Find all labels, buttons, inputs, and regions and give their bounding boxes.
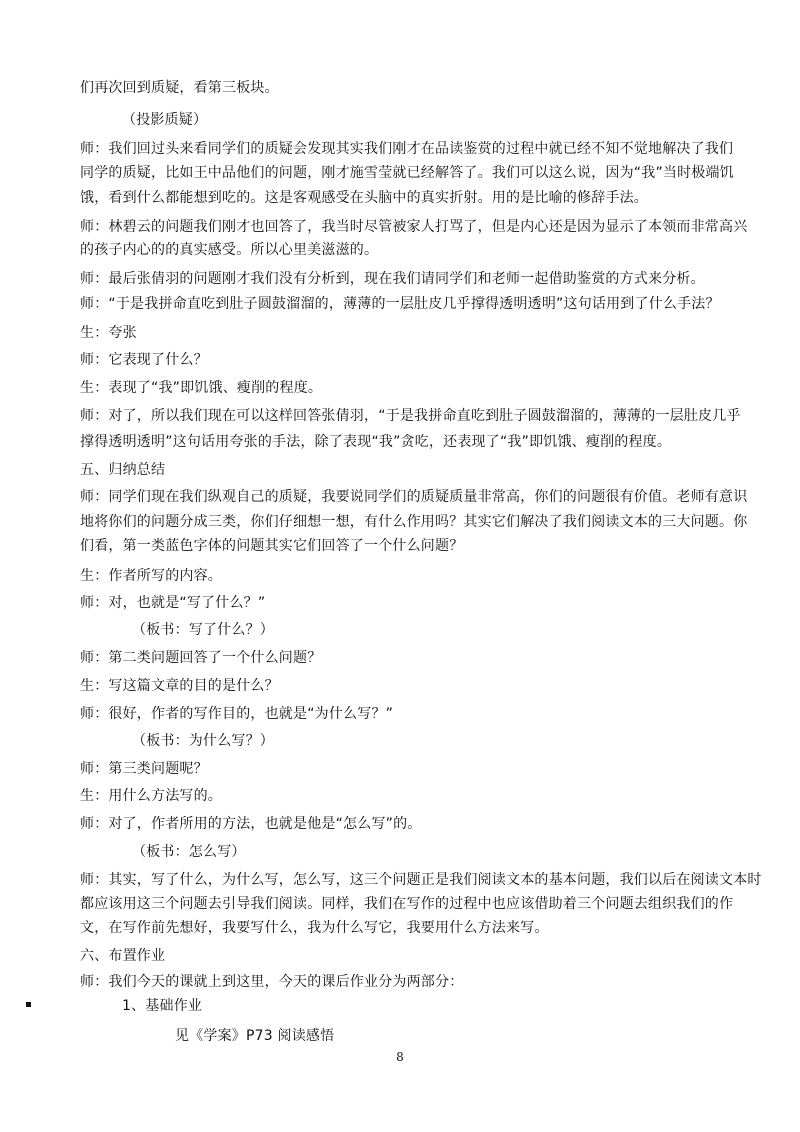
text-line: 生：写这篇文章的目的是什么？ — [80, 678, 279, 694]
text-line: 师：对，也就是“写了什么？” — [80, 595, 266, 611]
text-line: 的孩子内心的的真实感受。所以心里美滋滋的。 — [80, 242, 379, 258]
text-line: 师：“于是我拼命直吃到肚子圆鼓溜溜的，薄薄的一层肚皮几乎撑得透明透明”这句话用到了什么手法？ — [80, 296, 720, 312]
text-line: 见《学案》P73 阅读感悟 — [175, 1028, 335, 1044]
board-note: （板书：为什么写？） — [132, 733, 274, 749]
text-line: 同学的质疑，比如王中品他们的问题，刚才施雪莹就已经解答了。我们可以这么说，因为“我”当时极端饥 — [80, 165, 734, 181]
text-line: 师：林碧云的问题我们刚才也回答了，我当时尽管被家人打骂了，但是内心还是因为显示了本领而非常高兴 — [80, 219, 748, 235]
text-line: 师：其实，写了什么，为什么写，怎么写，这三个问题正是我们阅读文本的基本问题，我们以后在阅读文本时 — [80, 872, 762, 888]
page-number: 8 — [396, 1050, 404, 1064]
text-line: 师：第二类问题回答了一个什么问题？ — [80, 650, 322, 666]
text-line: 们再次回到质疑，看第三板块。 — [80, 80, 279, 96]
text-line: 生：用什么方法写的。 — [80, 788, 222, 804]
section-heading: 五、归纳总结 — [80, 462, 166, 478]
text-line: 师：第三类问题呢？ — [80, 761, 208, 777]
text-line: 师：同学们现在我们纵观自己的质疑，我要说同学们的质疑质量非常高，你们的问题很有价值。老师有意识 — [80, 489, 748, 505]
text-line: 们看，第一类蓝色字体的问题其实它们回答了一个什么问题？ — [80, 538, 464, 554]
text-line: 1、基础作业 — [122, 998, 203, 1014]
text-line: 师：我们今天的课就上到这里，今天的课后作业分为两部分： — [80, 974, 464, 990]
text-line: 师：它表现了什么？ — [80, 352, 208, 368]
text-line: 生：夸张 — [80, 325, 137, 341]
text-line: 都应该用这三个问题去引导我们阅读。同样，我们在写作的过程中也应该借助着三个问题去组织我们的作 — [80, 896, 734, 912]
text-line: 师：我们回过头来看同学们的质疑会发现其实我们刚才在品读鉴赏的过程中就已经不知不觉地解决了我们 — [80, 141, 734, 157]
bullet-marker — [26, 1002, 31, 1007]
text-line: 地将你们的问题分成三类，你们仔细想一想，有什么作用吗？其实它们解决了我们阅读文本的三大问题。你 — [80, 514, 748, 530]
text-line: （投影质疑） — [122, 112, 208, 128]
text-line: 饿，看到什么都能想到吃的。这是客观感受在头脑中的真实折射。用的是比喻的修辞手法。 — [80, 190, 648, 206]
text-line: 师：最后张倩羽的问题刚才我们没有分析到，现在我们请同学们和老师一起借助鉴赏的方式来分析。 — [80, 271, 705, 287]
board-note: （板书：写了什么？） — [132, 622, 274, 638]
text-line: 撑得透明透明”这句话用夸张的手法，除了表现“我”贪吃，还表现了“我”即饥饿、瘦削的程度。 — [80, 434, 672, 450]
text-line: 生：表现了“我”即饥饿、瘦削的程度。 — [80, 380, 323, 396]
board-note: （板书：怎么写） — [132, 844, 246, 860]
text-line: 生：作者所写的内容。 — [80, 568, 222, 584]
text-line: 文，在写作前先想好，我要写什么，我为什么写它，我要用什么方法来写。 — [80, 920, 549, 936]
section-heading: 六、布置作业 — [80, 948, 166, 964]
text-line: 师：对了，所以我们现在可以这样回答张倩羽，“于是我拼命直吃到肚子圆鼓溜溜的，薄薄的一层肚皮几乎 — [80, 408, 741, 424]
text-line: 师：对了，作者所用的方法，也就是他是“怎么写”的。 — [80, 816, 422, 832]
text-line: 师：很好，作者的写作目的，也就是“为什么写？” — [80, 706, 394, 722]
